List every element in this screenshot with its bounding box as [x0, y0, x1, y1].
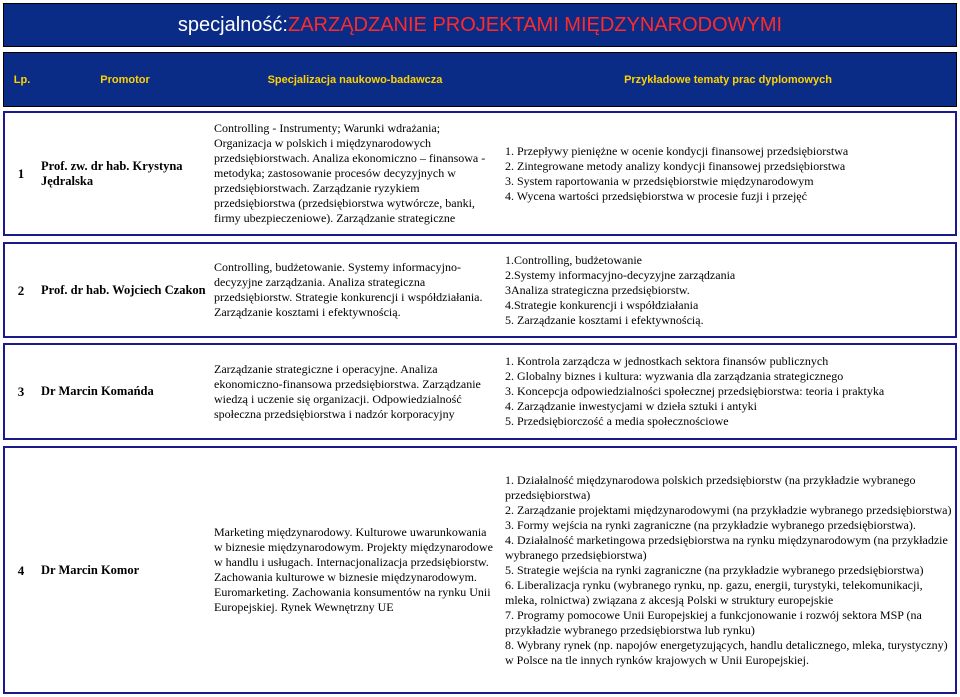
topic-item: 4. Działalność marketingowa przedsiębiorstwa na rynku międzynarodowym (na przykładzie wybranego przedsiębiorstwa): [505, 532, 948, 562]
row-specjalizacja: Zarządzanie strategiczne i operacyjne. Analiza ekonomiczno-finansowa przedsiębiorstwa. Zarządzanie wiedzą i uczenie się organizacji. Odpowiedzialność społeczna przedsiębiorstwa i nadzór korporacyjny: [214, 361, 481, 421]
table-header: [3, 52, 957, 107]
table-row: [3, 343, 957, 440]
topic-item: 3. Formy wejścia na rynki zagraniczne (na przykładzie wybranego przedsiębiorstwa).: [505, 517, 916, 532]
row-promotor-cell: [41, 448, 211, 692]
topic-item: 2. Zarządzanie projektami międzynarodowymi (na przykładzie wybranego przedsiębiorstwa): [505, 502, 952, 517]
topic-item: 5. Strategie wejścia na rynki zagraniczne (na przykładzie wybranego przedsiębiorstwa): [505, 562, 924, 577]
page-title: [3, 3, 957, 47]
topic-item: 1. Działalność międzynarodowa polskich przedsiębiorstw (na przykładzie wybranego przedsiębiorstwa): [505, 472, 916, 502]
topic-item: 5. Zarządzanie kosztami i efektywnością.: [505, 312, 704, 327]
table-row: [3, 111, 957, 236]
table-row: [3, 446, 957, 694]
topic-item: 4. Wycena wartości przedsiębiorstwa w procesie fuzji i przejęć: [505, 188, 807, 203]
topic-item: 2.Systemy informacyjno-decyzyjne zarządzania: [505, 267, 736, 282]
header-specjalizacja: Specjalizacja naukowo-badawcza: [267, 73, 443, 86]
row-tematy-cell: [505, 113, 953, 234]
topic-item: 4. Zarządzanie inwestycjami w dzieła sztuki i antyki: [505, 399, 757, 413]
row-tematy-cell: [505, 244, 953, 336]
header-promotor: Promotor: [100, 73, 150, 86]
row-specjalizacja-cell: [214, 244, 498, 336]
topic-item: 1.Controlling, budżetowanie: [505, 252, 642, 267]
row-promotor: Prof. zw. dr hab. Krystyna Jędralska: [41, 158, 183, 188]
topic-item: 4.Strategie konkurencji i współdziałania: [505, 297, 699, 312]
row-lp: 4: [17, 562, 25, 578]
table-row: [3, 242, 957, 338]
row-specjalizacja-cell: [214, 448, 498, 692]
topic-item: 6. Liberalizacja rynku (wybranego rynku, np. gazu, energii, turystyki, telekomunikacji, mleka, rolnictwa) związana z akcesją Polski w struktury europejskie: [505, 577, 923, 607]
row-promotor-cell: [41, 345, 211, 438]
header-tematy: Przykładowe tematy prac dyplomowych: [624, 73, 832, 86]
topic-item: 2. Globalny biznes i kultura: wyzwania dla zarządzania strategicznego: [505, 369, 844, 383]
topic-item: 5. Przedsiębiorczość a media społecznościowe: [505, 414, 729, 428]
row-tematy-cell: [505, 345, 953, 438]
row-specjalizacja: Controlling - Instrumenty; Warunki wdrażania; Organizacja w polskich i międzynarodowych przedsiębiorstwach. Analiza ekonomiczno – finansowa - metodyka; zastosowanie procesów decyzyjnych w przedsiębiorstwach. Zarządzanie ryzykiem przedsiębiorstwa (przedsiębiorstwa wytwórcze, banki, firmy ubezpieczeniowe). Zarządzanie strategiczne: [214, 121, 486, 225]
row-lp: 1: [17, 166, 25, 181]
topic-item: 7. Programy pomocowe Unii Europejskiej a funkcjonowanie i rozwój sektora MSP (na przykładzie wybranego przedsiębiorstwa lub rynku): [505, 607, 922, 637]
topic-item: 1. Przepływy pieniężne w ocenie kondycji finansowej przedsiębiorstwa: [505, 143, 849, 158]
title-highlight: ZARZĄDZANIE PROJEKTAMI MIĘDZYNARODOWYMI: [287, 13, 783, 36]
row-lp: 2: [17, 282, 25, 298]
row-promotor: Dr Marcin Komor: [41, 562, 140, 577]
header-lp: Lp.: [13, 73, 31, 86]
row-tematy-cell: [505, 448, 953, 692]
row-specjalizacja-cell: [214, 345, 498, 438]
row-specjalizacja: Marketing międzynarodowy. Kulturowe uwarunkowania w biznesie międzynarodowym. Projekty międzynarodowe w handlu i usługach. Internacjonalizacja przedsiębiorstw. Zachowania kulturowe w biznesie międzynarodowym. Euromarketing. Zachowania konsumentów na rynku Unii Europejskiej. Rynek Wewnętrzny UE: [214, 525, 493, 614]
title-prefix: specjalność:: [177, 13, 288, 36]
row-specjalizacja: Controlling, budżetowanie. Systemy informacyjno-decyzyjne zarządzania. Analiza strategiczna przedsiębiorstw. Strategie konkurencji i współdziałania. Zarządzanie kosztami i efektywnością.: [214, 260, 483, 319]
topic-item: 8. Wybrany rynek (np. napojów energetyzujących, handlu detalicznego, mleka, turystyczny) w Polsce na tle innych rynków krajowych w Unii Europejskiej.: [505, 637, 948, 667]
row-specjalizacja-cell: [214, 113, 498, 234]
topic-item: 3. System raportowania w przedsiębiorstwie międzynarodowym: [505, 173, 814, 188]
row-promotor-cell: [41, 244, 211, 336]
row-promotor: Dr Marcin Komańda: [41, 384, 154, 398]
row-promotor-cell: [41, 113, 211, 234]
topic-item: 2. Zintegrowane metody analizy kondycji finansowej przedsiębiorstwa: [505, 158, 846, 173]
topic-item: 3Analiza strategiczna przedsiębiorstw.: [505, 282, 690, 297]
row-lp: 3: [17, 384, 25, 399]
row-promotor: Prof. dr hab. Wojciech Czakon: [41, 282, 206, 297]
topic-item: 3. Koncepcja odpowiedzialności społecznej przedsiębiorstwa: teoria i praktyka: [505, 384, 885, 398]
topic-item: 1. Kontrola zarządcza w jednostkach sektora finansów publicznych: [505, 354, 829, 368]
